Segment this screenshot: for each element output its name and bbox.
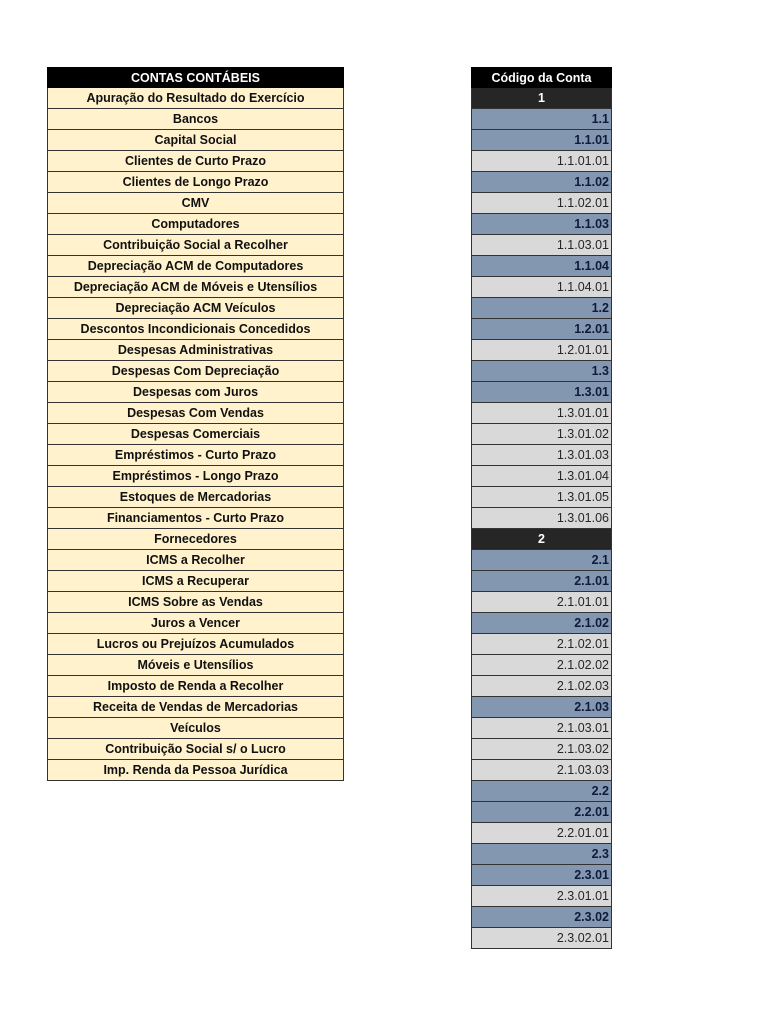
account-cell[interactable]: Depreciação ACM Veículos (47, 298, 344, 319)
account-cell[interactable]: Contribuição Social a Recolher (47, 235, 344, 256)
code-cell[interactable]: 2.3.01.01 (471, 886, 612, 907)
code-cell[interactable]: 2.2.01 (471, 802, 612, 823)
accounts-table (47, 67, 344, 781)
account-cell[interactable]: Despesas Com Depreciação (47, 361, 344, 382)
account-cell[interactable]: Móveis e Utensílios (47, 655, 344, 676)
code-cell[interactable]: 1.2 (471, 298, 612, 319)
account-cell[interactable]: Estoques de Mercadorias (47, 487, 344, 508)
accounts-header: CONTAS CONTÁBEIS (47, 67, 344, 88)
account-cell[interactable]: Despesas Comerciais (47, 424, 344, 445)
code-cell[interactable]: 2.1.03.03 (471, 760, 612, 781)
account-cell[interactable]: Despesas com Juros (47, 382, 344, 403)
code-cell[interactable]: 2.3 (471, 844, 612, 865)
codes-list (471, 88, 612, 949)
code-cell[interactable]: 1.3.01.02 (471, 424, 612, 445)
code-cell[interactable]: 1.2.01.01 (471, 340, 612, 361)
code-cell[interactable]: 1.1.01 (471, 130, 612, 151)
code-cell[interactable]: 2.1.03 (471, 697, 612, 718)
code-cell[interactable]: 2 (471, 529, 612, 550)
account-cell[interactable]: Empréstimos - Longo Prazo (47, 466, 344, 487)
code-cell[interactable]: 1.3.01.06 (471, 508, 612, 529)
account-cell[interactable]: Depreciação ACM de Computadores (47, 256, 344, 277)
account-cell[interactable]: Capital Social (47, 130, 344, 151)
code-cell[interactable]: 2.3.01 (471, 865, 612, 886)
code-cell[interactable]: 2.1.02.01 (471, 634, 612, 655)
code-cell[interactable]: 2.2.01.01 (471, 823, 612, 844)
account-cell[interactable]: Empréstimos - Curto Prazo (47, 445, 344, 466)
code-cell[interactable]: 1.3.01.05 (471, 487, 612, 508)
account-cell[interactable]: Apuração do Resultado do Exercício (47, 88, 344, 109)
code-cell[interactable]: 1.1.04.01 (471, 277, 612, 298)
account-cell[interactable]: Despesas Administrativas (47, 340, 344, 361)
code-cell[interactable]: 2.1.03.02 (471, 739, 612, 760)
account-cell[interactable]: Contribuição Social s/ o Lucro (47, 739, 344, 760)
code-cell[interactable]: 2.1.02.02 (471, 655, 612, 676)
code-cell[interactable]: 1.1.03 (471, 214, 612, 235)
code-cell[interactable]: 1.3.01.04 (471, 466, 612, 487)
code-cell[interactable]: 2.1.03.01 (471, 718, 612, 739)
code-cell[interactable]: 2.1.01.01 (471, 592, 612, 613)
account-cell[interactable]: Fornecedores (47, 529, 344, 550)
accounts-list (47, 88, 344, 781)
account-cell[interactable]: Computadores (47, 214, 344, 235)
account-cell[interactable]: CMV (47, 193, 344, 214)
code-cell[interactable]: 1 (471, 88, 612, 109)
codes-header: Código da Conta (471, 67, 612, 88)
code-cell[interactable]: 2.1.02.03 (471, 676, 612, 697)
code-cell[interactable]: 2.3.02 (471, 907, 612, 928)
code-cell[interactable]: 1.1.02 (471, 172, 612, 193)
account-cell[interactable]: Imposto de Renda a Recolher (47, 676, 344, 697)
account-cell[interactable]: Veículos (47, 718, 344, 739)
code-cell[interactable]: 2.1.01 (471, 571, 612, 592)
code-cell[interactable]: 1.3.01.03 (471, 445, 612, 466)
code-cell[interactable]: 2.2 (471, 781, 612, 802)
code-cell[interactable]: 2.1 (471, 550, 612, 571)
account-cell[interactable]: Depreciação ACM de Móveis e Utensílios (47, 277, 344, 298)
account-cell[interactable]: Clientes de Curto Prazo (47, 151, 344, 172)
code-cell[interactable]: 1.1 (471, 109, 612, 130)
code-cell[interactable]: 1.1.04 (471, 256, 612, 277)
account-cell[interactable]: Despesas Com Vendas (47, 403, 344, 424)
code-cell[interactable]: 2.1.02 (471, 613, 612, 634)
account-cell[interactable]: ICMS Sobre as Vendas (47, 592, 344, 613)
code-cell[interactable]: 1.3 (471, 361, 612, 382)
code-cell[interactable]: 2.3.02.01 (471, 928, 612, 949)
account-cell[interactable]: Bancos (47, 109, 344, 130)
account-cell[interactable]: Lucros ou Prejuízos Acumulados (47, 634, 344, 655)
account-cell[interactable]: ICMS a Recolher (47, 550, 344, 571)
code-cell[interactable]: 1.1.03.01 (471, 235, 612, 256)
code-cell[interactable]: 1.3.01.01 (471, 403, 612, 424)
account-cell[interactable]: Imp. Renda da Pessoa Jurídica (47, 760, 344, 781)
account-cell[interactable]: Juros a Vencer (47, 613, 344, 634)
code-cell[interactable]: 1.1.01.01 (471, 151, 612, 172)
account-cell[interactable]: Financiamentos - Curto Prazo (47, 508, 344, 529)
code-cell[interactable]: 1.3.01 (471, 382, 612, 403)
account-cell[interactable]: Descontos Incondicionais Concedidos (47, 319, 344, 340)
code-cell[interactable]: 1.1.02.01 (471, 193, 612, 214)
codes-table (471, 67, 612, 949)
account-cell[interactable]: ICMS a Recuperar (47, 571, 344, 592)
code-cell[interactable]: 1.2.01 (471, 319, 612, 340)
account-cell[interactable]: Receita de Vendas de Mercadorias (47, 697, 344, 718)
account-cell[interactable]: Clientes de Longo Prazo (47, 172, 344, 193)
